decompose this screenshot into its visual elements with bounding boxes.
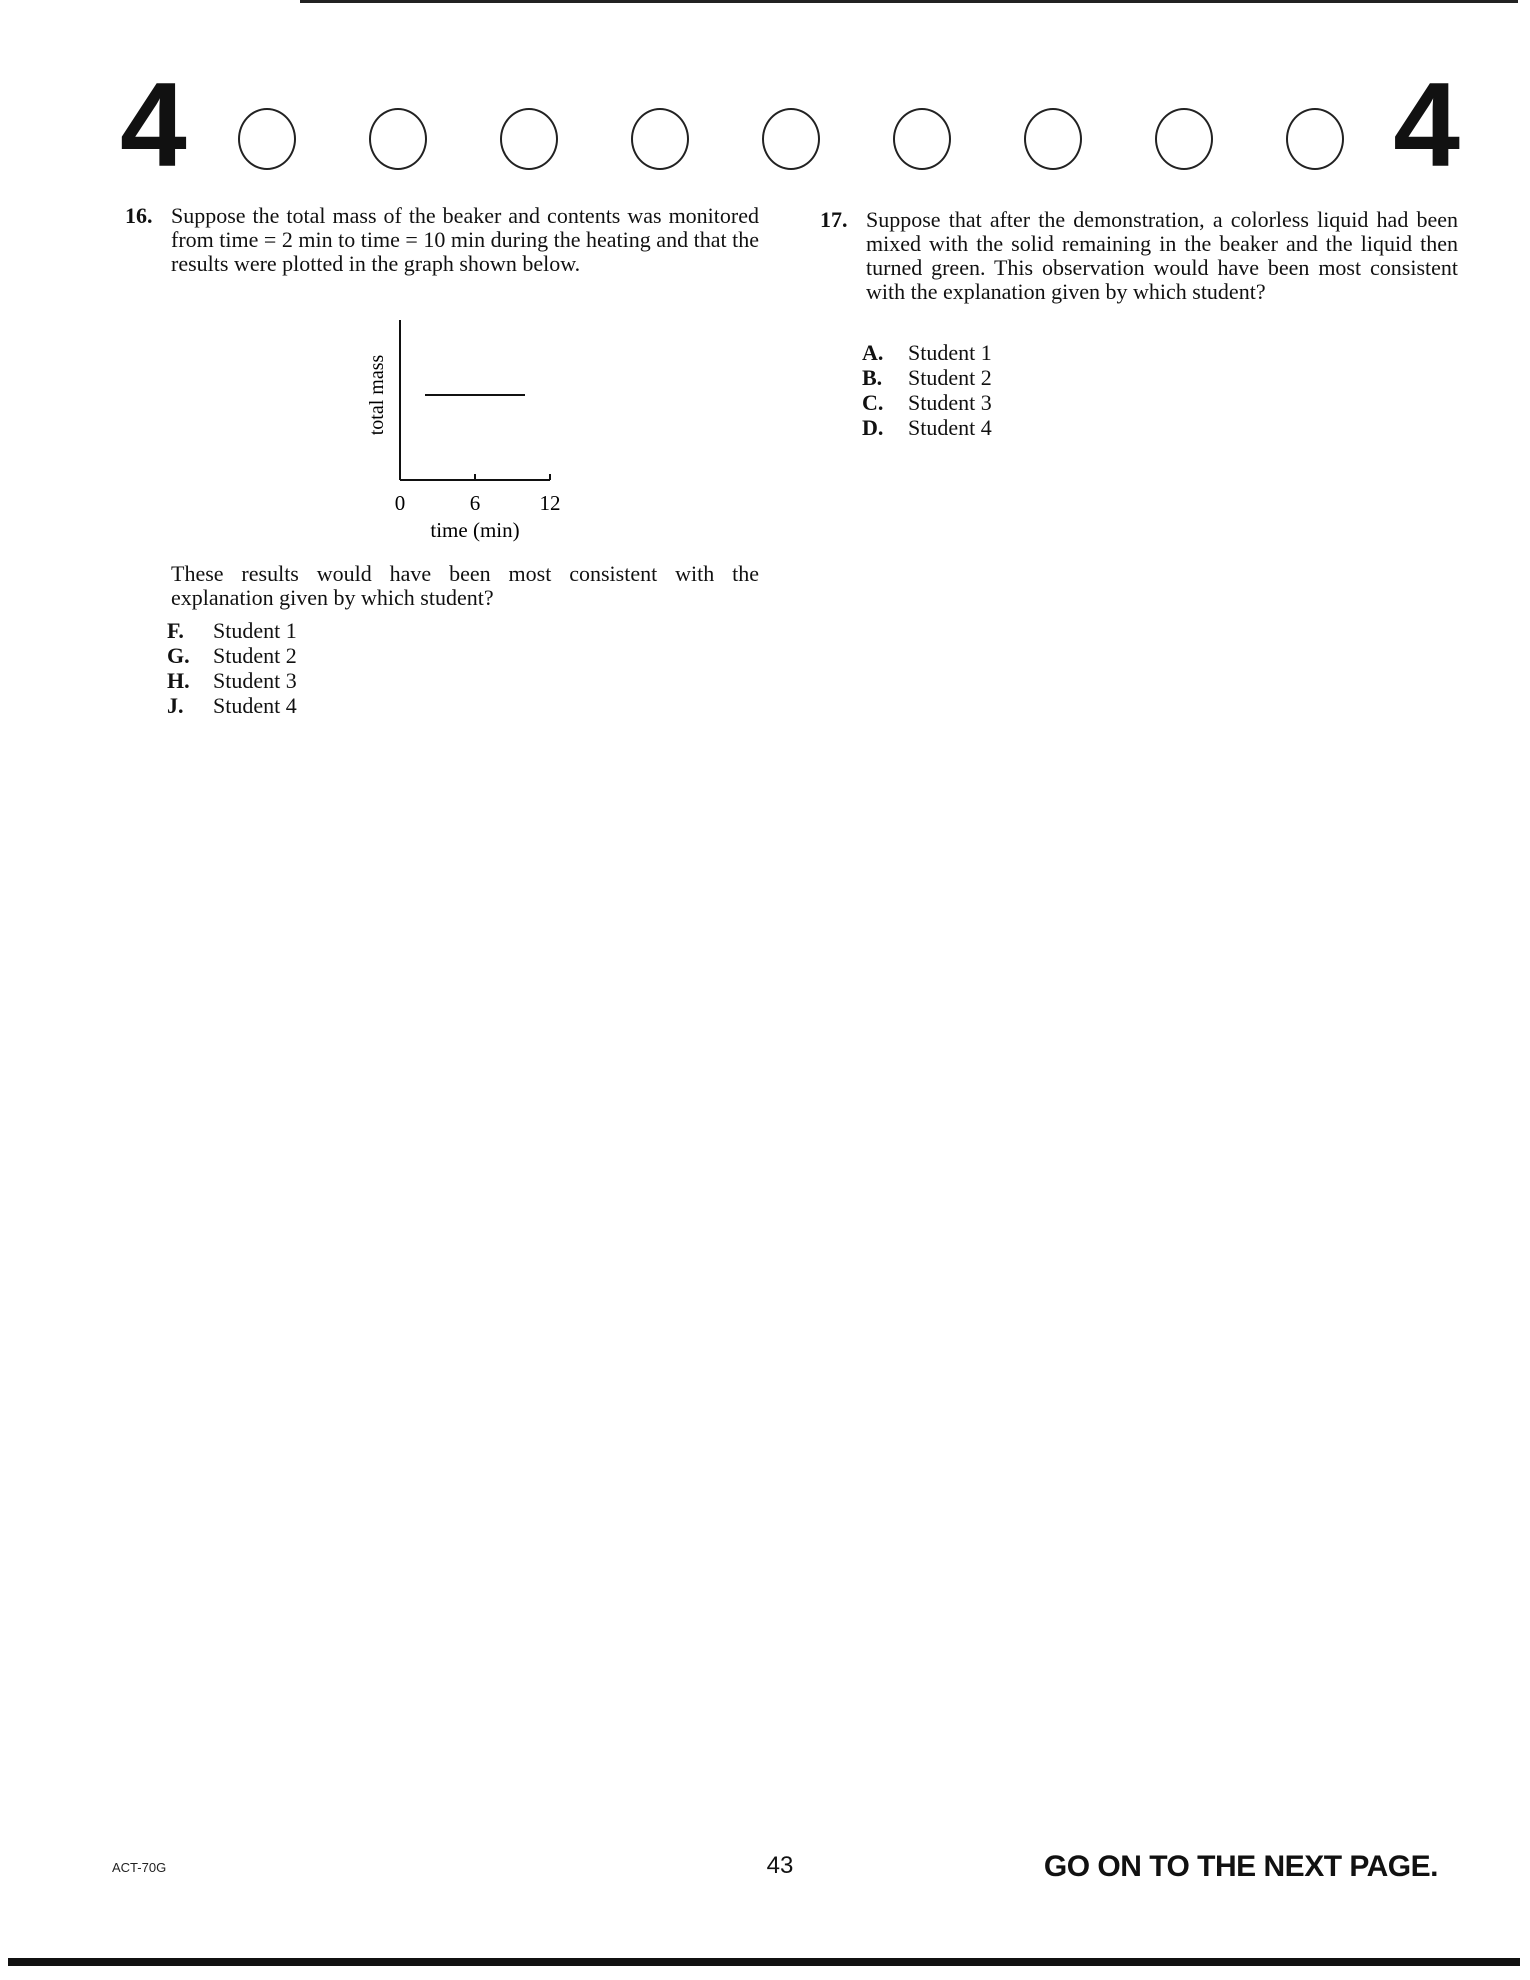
choice-letter: B.: [862, 365, 883, 390]
circle-icon: [893, 108, 951, 170]
y-axis-label: total mass: [366, 354, 388, 436]
question-number: 16.: [125, 203, 153, 228]
section-number-left: 4: [120, 58, 187, 192]
choice-letter: A.: [862, 340, 884, 365]
top-rule: [300, 0, 1518, 3]
x-axis-label: time (min): [430, 518, 520, 542]
circle-icon: [238, 108, 296, 170]
choice-letter: C.: [862, 390, 884, 415]
answer-choice-f[interactable]: [167, 618, 467, 643]
answer-choice-b[interactable]: [862, 365, 1162, 390]
chart-svg: [355, 320, 585, 550]
choice-letter: H.: [167, 668, 190, 693]
question-stem: Suppose that after the demonstration, a colorless liquid had been mixed with the solid remaining in the beaker and the liquid then turned green. This observation would have been most consistent with the explanation given by which student?: [866, 207, 1458, 304]
choice-text: Student 2: [908, 365, 992, 390]
section-number-right: 4: [1393, 58, 1460, 192]
choice-letter: D.: [862, 415, 884, 440]
choice-text: Student 1: [908, 340, 992, 365]
answer-choice-g[interactable]: [167, 643, 467, 668]
mass-time-graph: [355, 320, 585, 550]
question-followup: These results would have been most consistent with the explanation given by which student?: [171, 561, 759, 610]
choice-text: Student 4: [213, 693, 297, 718]
choice-letter: J.: [167, 693, 184, 718]
question-17: [820, 208, 1460, 448]
choice-letter: F.: [167, 618, 184, 643]
circle-icon: [631, 108, 689, 170]
answer-choice-c[interactable]: [862, 390, 1162, 415]
choice-text: Student 1: [213, 618, 297, 643]
choice-text: Student 4: [908, 415, 992, 440]
answer-choices: [167, 618, 467, 718]
circle-icon: [1155, 108, 1213, 170]
page-number: 43: [766, 1852, 794, 1879]
go-on-notice: GO ON TO THE NEXT PAGE.: [1043, 1850, 1438, 1883]
answer-choice-h[interactable]: [167, 668, 467, 693]
answer-choice-d[interactable]: [862, 415, 1162, 440]
choice-text: Student 2: [213, 643, 297, 668]
choice-text: Student 3: [213, 668, 297, 693]
circle-icon: [1286, 108, 1344, 170]
bottom-rule: [8, 1958, 1520, 1966]
answer-choices: [862, 340, 1162, 440]
choice-letter: G.: [167, 643, 190, 668]
choice-text: Student 3: [908, 390, 992, 415]
question-number: 17.: [820, 207, 848, 232]
circle-icon: [1024, 108, 1082, 170]
x-tick-label: 0: [394, 491, 406, 515]
section-header: [120, 58, 1460, 192]
x-tick-label: 6: [469, 491, 481, 515]
circle-icon: [762, 108, 820, 170]
answer-choice-a[interactable]: [862, 340, 1162, 365]
circle-icon: [500, 108, 558, 170]
answer-choice-j[interactable]: [167, 693, 467, 718]
question-stem: Suppose the total mass of the beaker and contents was monitored from time = 2 min to time = 10 min during the heating and that the results were plotted in the graph shown below.: [171, 203, 759, 276]
circle-icon: [369, 108, 427, 170]
form-code: ACT-70G: [112, 1860, 167, 1875]
x-tick-label: 12: [539, 491, 561, 515]
